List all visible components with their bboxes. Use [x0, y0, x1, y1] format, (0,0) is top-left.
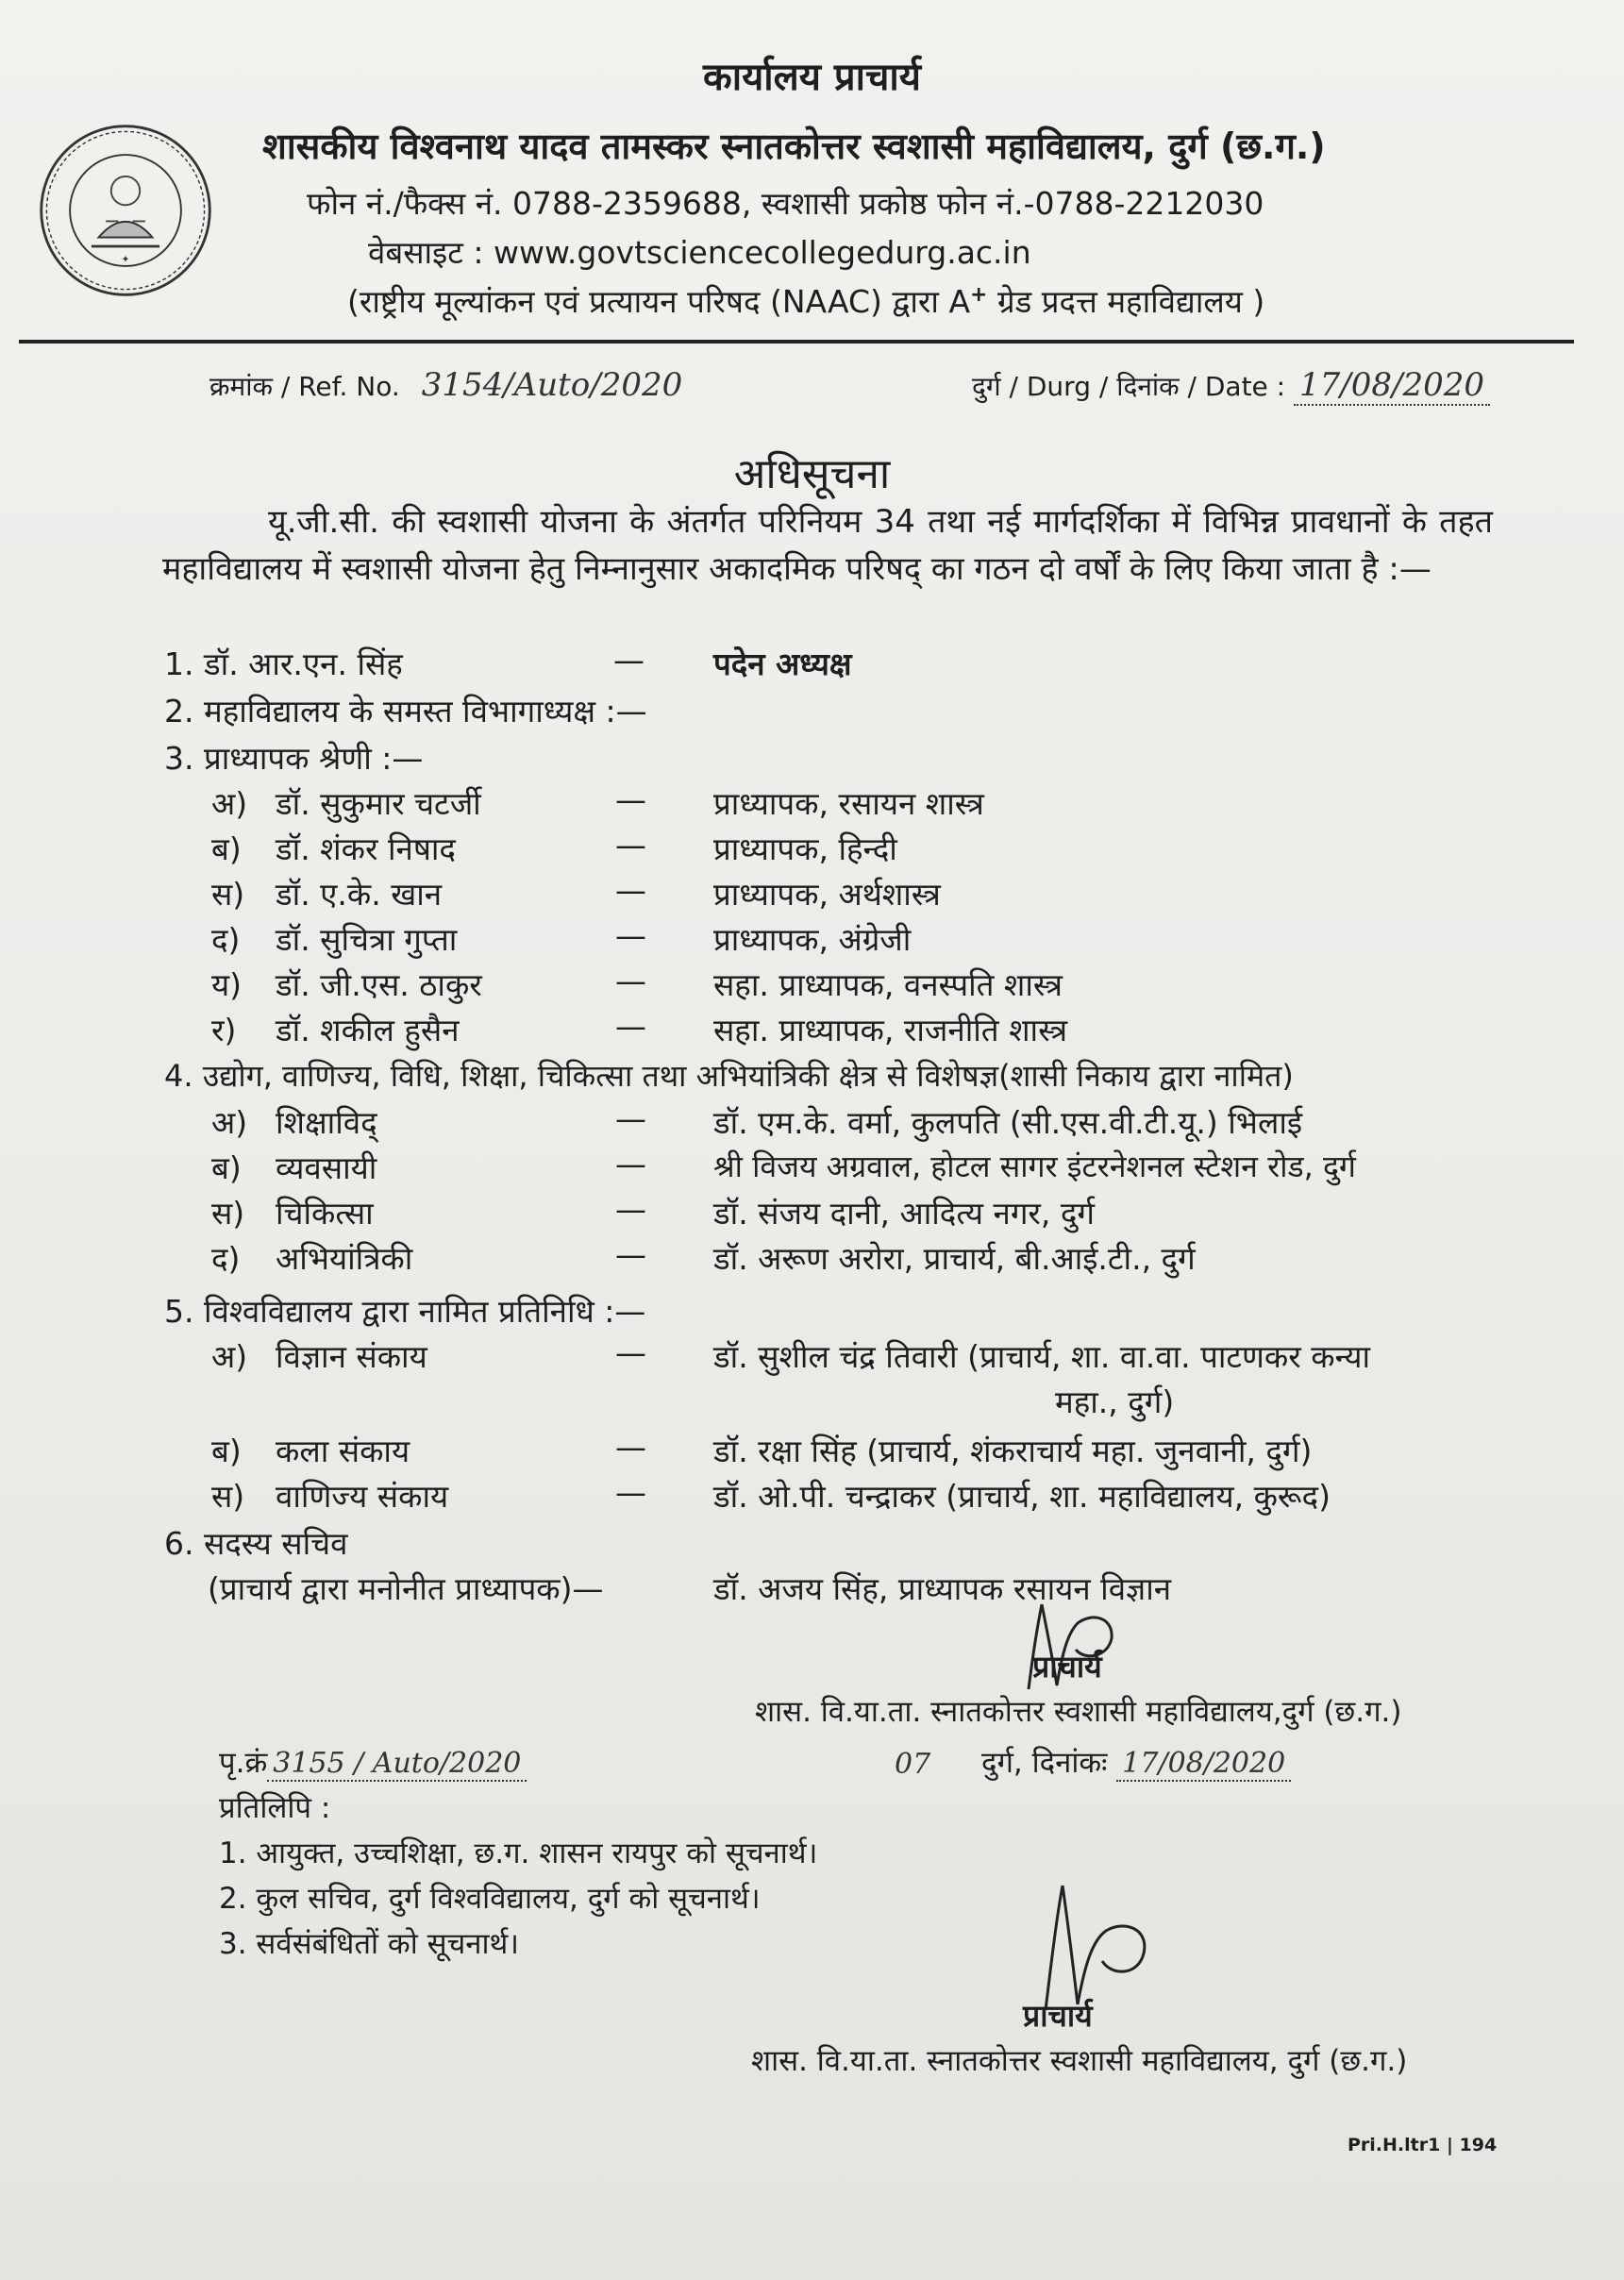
list-item-dash: — — [615, 1146, 646, 1182]
list-item-name: कला संकाय — [276, 1433, 410, 1469]
copy-date: दुर्ग, दिनांकः 17/08/2020 — [981, 1742, 1291, 1782]
website-line: वेबसाइट : www.govtsciencecollegedurg.ac.in — [368, 234, 1031, 271]
list-item-role: डॉ. अरूण अरोरा, प्राचार्य, बी.आई.टी., दुर्ग — [713, 1240, 1196, 1277]
list-item-dash: — — [615, 781, 646, 818]
list-item-name: व्यवसायी — [276, 1149, 377, 1186]
member-3-heading: 3. प्राध्यापक श्रेणी :— — [164, 740, 424, 777]
office-title: कार्यालय प्राचार्य — [703, 56, 921, 99]
list-item-role: प्राध्यापक, रसायन शास्त्र — [713, 785, 984, 822]
list-item-mark: र) — [211, 1012, 237, 1048]
list-item-mark: स) — [211, 1195, 245, 1232]
list-item-mark: ब) — [211, 1433, 242, 1469]
list-item-mark: स) — [211, 876, 245, 913]
list-item-mark: अ) — [211, 785, 248, 822]
list-item-role: डॉ. एम.के. वर्मा, कुलपति (सी.एस.वी.टी.यू.) भिलाई — [713, 1104, 1303, 1141]
list-item-name: वाणिज्य संकाय — [276, 1478, 449, 1515]
notice-intro: यू.जी.सी. की स्वशासी योजना के अंतर्गत परिनियम 34 तथा नई मार्गदर्शिका में विभिन्न प्रावधानों के तहत महाविद्यालय में स्वशासी योजना हेतु निम्नानुसार अकादमिक परिषद् का गठन दो वर्षों के लिए किया जाता है :— — [162, 503, 1493, 588]
member-6-role: डॉ. अजय सिंह, प्राध्यापक रसायन विज्ञान — [713, 1570, 1172, 1607]
member-1-role: पदेन अध्यक्ष — [713, 645, 852, 682]
copy-item: 1. आयुक्त, उच्चशिक्षा, छ.ग. शासन रायपुर को सूचनार्थ। — [219, 1836, 818, 1870]
ref-number: क्रमांक / Ref. No. 3154/Auto/2020 — [209, 366, 683, 404]
sign1-org: शास. वि.या.ता. स्नातकोत्तर स्वशासी महाविद्यालय,दुर्ग (छ.ग.) — [755, 1695, 1402, 1729]
list-item-name: विज्ञान संकाय — [276, 1338, 427, 1375]
list-item-role: सहा. प्राध्यापक, वनस्पति शास्त्र — [713, 966, 1063, 1003]
phone-line: फोन नं./फैक्स नं. 0788-2359688, स्वशासी प्रकोष्ठ फोन नं.-0788-2212030 — [307, 185, 1264, 222]
copy-item: 3. सर्वसंबंधितों को सूचनार्थ। — [219, 1927, 520, 1961]
sign1-title: प्राचार्य — [1032, 1649, 1102, 1685]
list-item-mark: अ) — [211, 1338, 248, 1375]
list-item-name: डॉ. शकील हुसैन — [276, 1012, 460, 1048]
member-4-heading: 4. उद्योग, वाणिज्य, विधि, शिक्षा, चिकित्सा तथा अभियांत्रिकी क्षेत्र से विशेषज्ञ(शासी निकाय द्वारा नामित) — [164, 1058, 1294, 1094]
list-item-mark: द) — [211, 921, 241, 958]
list-item-name: शिक्षाविद् — [276, 1104, 377, 1141]
list-item-dash: — — [615, 1191, 646, 1228]
form-code: Pri.H.ltr1 | 194 — [1348, 2135, 1498, 2155]
naac-line: (राष्ट्रीय मूल्यांकन एवं प्रत्यायन परिषद (NAAC) द्वारा A+ ग्रेड प्रदत्त महाविद्यालय ) — [347, 283, 1265, 320]
list-item-dash: — — [615, 1236, 646, 1273]
member-6-sub: (प्राचार्य द्वारा मनोनीत प्राध्यापक)— — [208, 1570, 604, 1607]
copy-heading: प्रतिलिपि : — [219, 1791, 331, 1825]
list-item-name: अभियांत्रिकी — [276, 1240, 413, 1277]
member-5-heading: 5. विश्वविद्यालय द्वारा नामित प्रतिनिधि :— — [164, 1293, 646, 1330]
list-item-name: डॉ. जी.एस. ठाकुर — [276, 966, 482, 1003]
member-6-heading: 6. सदस्य सचिव — [164, 1525, 348, 1562]
list-item-mark: स) — [211, 1478, 245, 1515]
sign2-org: शास. वि.या.ता. स्नातकोत्तर स्वशासी महाविद्यालय, दुर्ग (छ.ग.) — [751, 2044, 1408, 2078]
list-item-name: डॉ. सुकुमार चटर्जी — [276, 785, 481, 822]
list-item-role-cont: महा., दुर्ग) — [1055, 1383, 1175, 1420]
list-item-name: डॉ. सुचित्रा गुप्ता — [276, 921, 458, 958]
list-item-dash: — — [615, 1100, 646, 1137]
list-item-role: प्राध्यापक, हिन्दी — [713, 830, 897, 867]
list-item-role: डॉ. सुशील चंद्र तिवारी (प्राचार्य, शा. वा.वा. पाटणकर कन्या — [713, 1338, 1371, 1375]
list-item-name: डॉ. ए.के. खान — [276, 876, 443, 913]
list-item-dash: — — [615, 827, 646, 863]
notice-title: अधिसूचना — [733, 450, 891, 498]
list-item-dash: — — [615, 963, 646, 999]
member-1-label: 1. डॉ. आर.एन. सिंह — [164, 645, 403, 682]
list-item-role: डॉ. संजय दानी, आदित्य नगर, दुर्ग — [713, 1195, 1095, 1232]
list-item-dash: — — [615, 1429, 646, 1466]
list-item-name: चिकित्सा — [276, 1195, 374, 1232]
list-item-mark: य) — [211, 966, 243, 1003]
list-item-mark: द) — [211, 1240, 241, 1277]
svg-text:✦: ✦ — [121, 254, 130, 266]
list-item-role: प्राध्यापक, अर्थशास्त्र — [713, 876, 941, 913]
list-item-dash: — — [615, 1334, 646, 1371]
header-divider — [19, 340, 1574, 344]
list-item-role: श्री विजय अग्रवाल, होटल सागर इंटरनेशनल स्टेशन रोड, दुर्ग — [713, 1148, 1356, 1184]
copy-ref: पृ.क्रं 3155 / Auto/2020 — [219, 1742, 527, 1782]
copy-item: 2. कुल सचिव, दुर्ग विश्वविद्यालय, दुर्ग को सूचनार्थ। — [219, 1882, 761, 1916]
member-1-dash: — — [613, 642, 645, 679]
list-item-mark: अ) — [211, 1104, 248, 1141]
list-item-mark: ब) — [211, 1149, 242, 1186]
copy-note: 07 — [895, 1748, 931, 1781]
college-seal-icon — [36, 121, 215, 300]
member-2: 2. महाविद्यालय के समस्त विभागाध्यक्ष :— — [164, 693, 647, 729]
list-item-mark: ब) — [211, 830, 242, 867]
list-item-dash: — — [615, 917, 646, 954]
list-item-role: सहा. प्राध्यापक, राजनीति शास्त्र — [713, 1012, 1068, 1048]
college-name: शासकीय विश्वनाथ यादव तामस्कर स्नातकोत्तर स्वशासी महाविद्यालय, दुर्ग (छ.ग.) — [262, 126, 1326, 167]
list-item-dash: — — [615, 1474, 646, 1511]
list-item-name: डॉ. शंकर निषाद — [276, 830, 456, 867]
list-item-role: डॉ. ओ.पी. चन्द्राकर (प्राचार्य, शा. महाविद्यालय, कुरूद) — [713, 1478, 1331, 1515]
list-item-role: डॉ. रक्षा सिंह (प्राचार्य, शंकराचार्य महा. जुनवानी, दुर्ग) — [713, 1433, 1313, 1469]
list-item-role: प्राध्यापक, अंग्रेजी — [713, 921, 912, 958]
letter-date: दुर्ग / Durg / दिनांक / Date : 17/08/2020 — [972, 366, 1490, 406]
list-item-dash: — — [615, 872, 646, 909]
sign2-title: प्राचार्य — [1023, 1998, 1093, 2034]
list-item-dash: — — [615, 1008, 646, 1045]
